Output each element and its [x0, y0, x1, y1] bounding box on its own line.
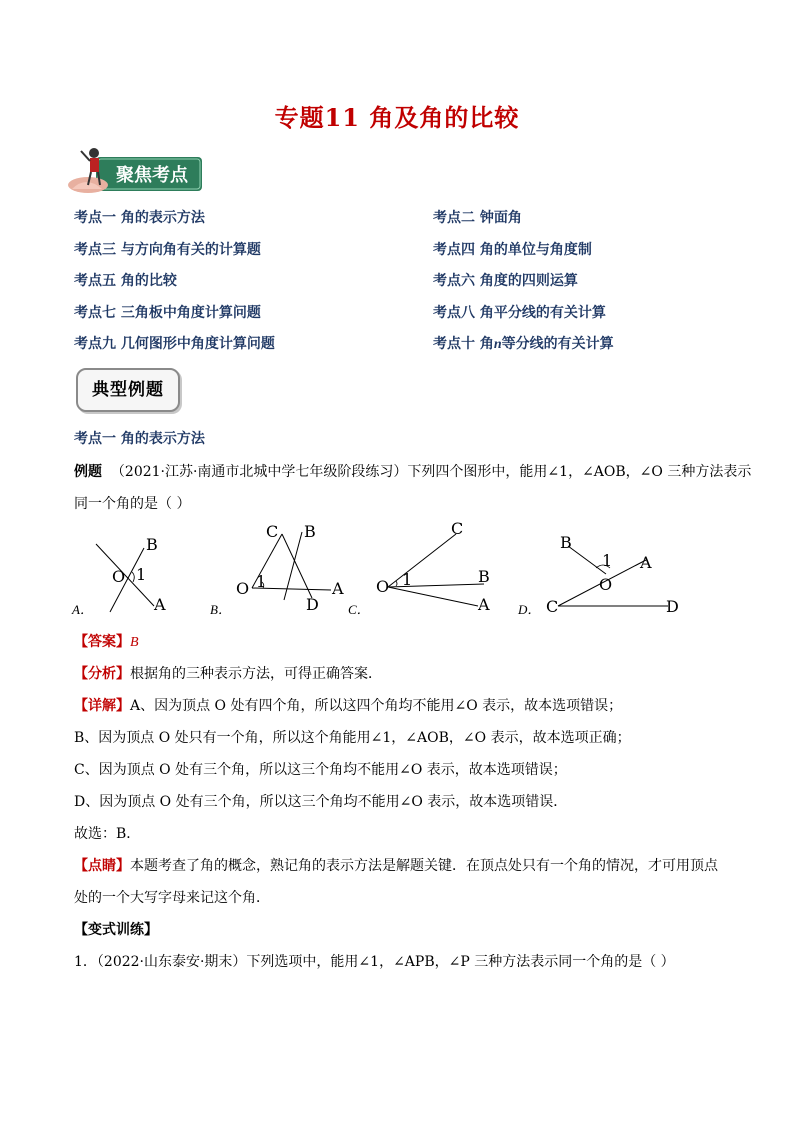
option-c-label[interactable]: C．: [348, 602, 370, 617]
detail-line-4: D、因为顶点 O 处有三个角，所以这三个角均不能用∠O 表示，故本选项错误．: [74, 794, 568, 810]
fig-c-label-a: A: [478, 595, 490, 614]
fig-b-label-d: D: [306, 595, 319, 614]
question-1: 1．（2022·山东泰安·期末）下列选项中，能用∠1，∠APB，∠P 三种方法表示同一个角的是（ ）: [74, 954, 675, 970]
fig-a-label-1: 1: [136, 565, 147, 584]
detail-line-3: C、因为顶点 O 处有三个角，所以这三个角均不能用∠O 表示，故本选项错误；: [74, 762, 567, 778]
example-line-1: 例题 （2021·江苏·南通市北城中学七年级阶段练习）下列四个图形中，能用∠1，∠AOB，∠O 三种方法表示: [74, 464, 752, 480]
fig-d-label-1: 1: [602, 551, 613, 570]
banner-text: 聚焦考点: [116, 165, 188, 186]
option-a-label[interactable]: A．: [72, 602, 93, 617]
fig-d-label-c: C: [546, 597, 559, 616]
fig-c-label-o: O: [376, 577, 390, 596]
kaodian-item-3[interactable]: 考点三 与方向角有关的计算题: [74, 241, 261, 258]
focus-banner: [66, 145, 206, 197]
figure-a: [96, 535, 166, 614]
figure-d: [546, 533, 679, 616]
kaodian-list: [74, 207, 734, 365]
figure-b: [236, 522, 344, 614]
detail-line-1: 【详解】A、因为顶点 O 处有四个角，所以这四个角均不能用∠O 表示，故本选项错误；: [74, 698, 623, 714]
fig-d-label-o: O: [599, 575, 613, 594]
fig-b-label-c: C: [266, 522, 279, 541]
option-b-label[interactable]: B．: [210, 602, 231, 617]
kaodian-item-2[interactable]: 考点二 钟面角: [433, 210, 522, 226]
comment-line-2: 处的一个大写字母来记这个角．: [74, 890, 270, 906]
training-heading: 【变式训练】: [74, 922, 158, 938]
example-box: 典型例题: [76, 368, 180, 412]
kaodian-item-5[interactable]: 考点五 角的比较: [74, 273, 177, 289]
fig-c-label-1: 1: [402, 570, 413, 589]
comment-line-1: 【点睛】本题考查了角的概念，熟记角的表示方法是解题关键．在顶点处只有一个角的情况，才可用顶点: [74, 858, 718, 874]
kaodian-item-8[interactable]: 考点八 角平分线的有关计算: [433, 304, 606, 321]
fig-a-label-o: O: [112, 567, 126, 586]
answer-line: 【答案】B: [74, 634, 139, 650]
fig-d-label-b: B: [560, 533, 572, 552]
example-line-2: 同一个角的是（ ）: [74, 496, 191, 512]
kaodian-item-4[interactable]: 考点四 角的单位与角度制: [433, 241, 592, 258]
kaodian-item-6[interactable]: 考点六 角度的四则运算: [433, 273, 578, 289]
figure-c: [376, 520, 490, 614]
fig-c-label-b: B: [478, 567, 490, 586]
detail-line-2: B、因为顶点 O 处只有一个角，所以这个角能用∠1，∠AOB，∠O 表示，故本选项正确；: [74, 730, 631, 746]
kaodian-item-9[interactable]: 考点九 几何图形中角度计算问题: [74, 336, 275, 352]
fig-b-label-a: A: [332, 579, 344, 598]
option-figures: [66, 520, 746, 620]
option-d-label[interactable]: D．: [518, 602, 541, 617]
fig-a-label-b: B: [146, 535, 158, 554]
fig-b-label-o: O: [236, 579, 250, 598]
section-heading: 考点一 角的表示方法: [74, 431, 205, 447]
fig-c-label-c: C: [451, 520, 464, 538]
fig-b-label-1: 1: [256, 572, 267, 591]
analysis-line: 【分析】根据角的三种表示方法，可得正确答案．: [74, 666, 382, 682]
choose-line: 故选：B．: [74, 826, 141, 842]
fig-b-label-b: B: [304, 522, 316, 541]
kaodian-item-7[interactable]: 考点七 三角板中角度计算问题: [74, 304, 261, 321]
fig-d-label-d: D: [666, 597, 679, 616]
fig-a-label-a: A: [154, 595, 166, 614]
fig-d-label-a: A: [640, 553, 652, 572]
kaodian-item-10[interactable]: 考点十 角n等分线的有关计算: [433, 336, 614, 352]
page-title: 专题11 角及角的比较: [274, 103, 520, 132]
kaodian-item-1[interactable]: 考点一 角的表示方法: [74, 210, 205, 226]
